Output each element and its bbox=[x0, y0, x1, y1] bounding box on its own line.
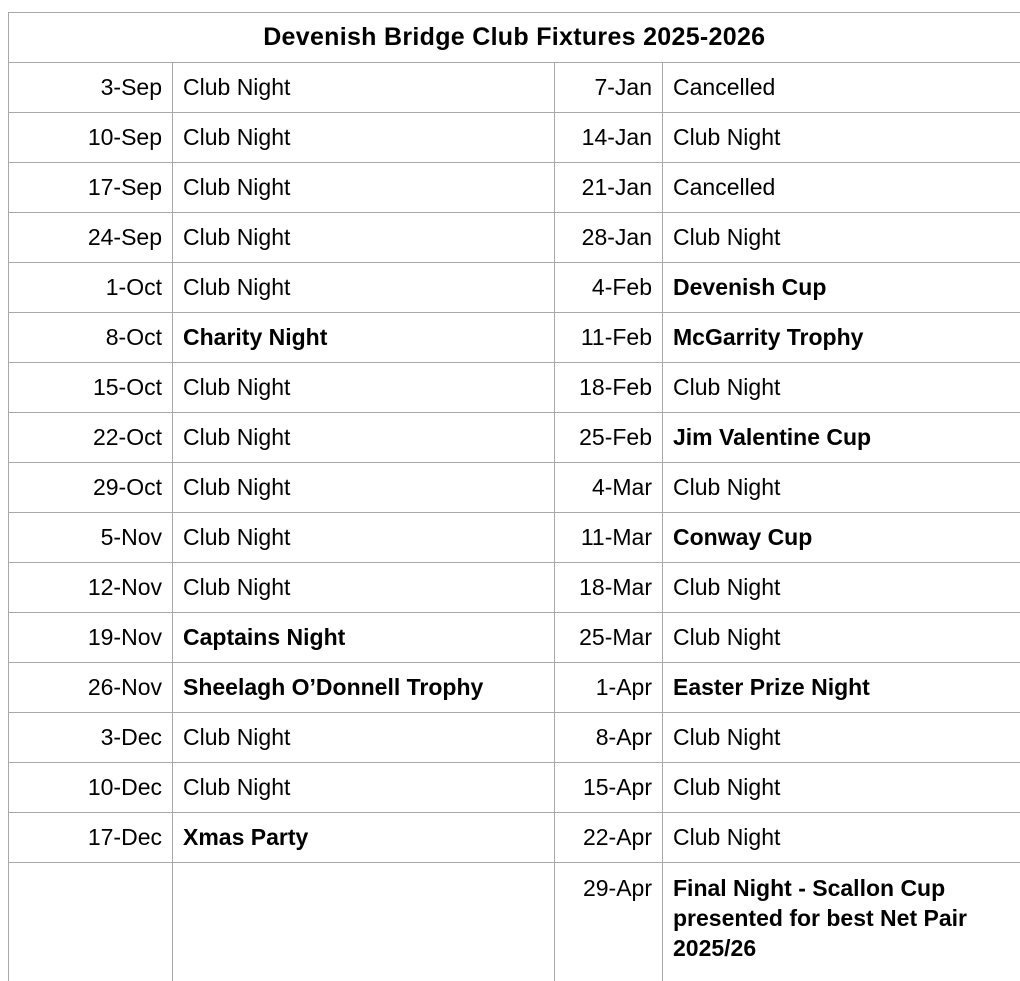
table-row bbox=[9, 113, 1020, 163]
left-date-cell: 17-Sep bbox=[9, 163, 173, 213]
left-event-cell: Captains Night bbox=[173, 613, 555, 663]
left-date-cell: 3-Dec bbox=[9, 713, 173, 763]
right-event-cell: Club Night bbox=[663, 463, 1020, 513]
fixtures-body bbox=[9, 13, 1020, 981]
right-event-cell: Cancelled bbox=[663, 63, 1020, 113]
table-row bbox=[9, 63, 1020, 113]
table-row bbox=[9, 363, 1020, 413]
left-event-cell: Xmas Party bbox=[173, 813, 555, 863]
right-date-cell: 11-Feb bbox=[555, 313, 663, 363]
left-event-cell: Sheelagh O’Donnell Trophy bbox=[173, 663, 555, 713]
right-date-cell: 8-Apr bbox=[555, 713, 663, 763]
left-event-cell: Club Night bbox=[173, 263, 555, 313]
left-event-cell: Club Night bbox=[173, 163, 555, 213]
left-date-cell: 29-Oct bbox=[9, 463, 173, 513]
left-date-cell: 5-Nov bbox=[9, 513, 173, 563]
left-date-cell: 1-Oct bbox=[9, 263, 173, 313]
table-row bbox=[9, 713, 1020, 763]
right-date-cell: 21-Jan bbox=[555, 163, 663, 213]
left-event-cell: Club Night bbox=[173, 63, 555, 113]
table-row bbox=[9, 463, 1020, 513]
left-date-cell: 10-Sep bbox=[9, 113, 173, 163]
right-date-cell: 28-Jan bbox=[555, 213, 663, 263]
right-event-cell: Club Night bbox=[663, 363, 1020, 413]
left-event-cell: Club Night bbox=[173, 213, 555, 263]
right-date-cell: 22-Apr bbox=[555, 813, 663, 863]
left-event-cell: Club Night bbox=[173, 763, 555, 813]
right-date-cell: 7-Jan bbox=[555, 63, 663, 113]
left-event-cell: Charity Night bbox=[173, 313, 555, 363]
table-row bbox=[9, 613, 1020, 663]
right-date-cell: 18-Mar bbox=[555, 563, 663, 613]
left-date-cell bbox=[9, 863, 173, 981]
right-date-cell: 4-Mar bbox=[555, 463, 663, 513]
table-row bbox=[9, 213, 1020, 263]
table-row bbox=[9, 813, 1020, 863]
right-event-cell: Club Night bbox=[663, 563, 1020, 613]
left-date-cell: 22-Oct bbox=[9, 413, 173, 463]
left-date-cell: 24-Sep bbox=[9, 213, 173, 263]
left-event-cell: Club Night bbox=[173, 413, 555, 463]
right-event-cell: Club Night bbox=[663, 813, 1020, 863]
left-event-cell: Club Night bbox=[173, 513, 555, 563]
left-date-cell: 8-Oct bbox=[9, 313, 173, 363]
table-row bbox=[9, 563, 1020, 613]
right-event-cell: Final Night - Scallon Cup presented for best Net Pair 2025/26 bbox=[663, 863, 1020, 981]
table-row bbox=[9, 663, 1020, 713]
title-row bbox=[9, 13, 1020, 63]
right-event-cell: Club Night bbox=[663, 113, 1020, 163]
right-date-cell: 4-Feb bbox=[555, 263, 663, 313]
left-date-cell: 15-Oct bbox=[9, 363, 173, 413]
right-event-cell: McGarrity Trophy bbox=[663, 313, 1020, 363]
left-event-cell bbox=[173, 863, 555, 981]
left-date-cell: 12-Nov bbox=[9, 563, 173, 613]
right-event-cell: Club Night bbox=[663, 763, 1020, 813]
left-date-cell: 3-Sep bbox=[9, 63, 173, 113]
right-date-cell: 11-Mar bbox=[555, 513, 663, 563]
right-date-cell: 29-Apr bbox=[555, 863, 663, 981]
right-event-cell: Club Night bbox=[663, 613, 1020, 663]
right-event-cell: Club Night bbox=[663, 713, 1020, 763]
left-date-cell: 17-Dec bbox=[9, 813, 173, 863]
right-event-cell: Conway Cup bbox=[663, 513, 1020, 563]
left-date-cell: 19-Nov bbox=[9, 613, 173, 663]
left-date-cell: 10-Dec bbox=[9, 763, 173, 813]
right-date-cell: 15-Apr bbox=[555, 763, 663, 813]
right-date-cell: 18-Feb bbox=[555, 363, 663, 413]
right-event-cell: Easter Prize Night bbox=[663, 663, 1020, 713]
left-event-cell: Club Night bbox=[173, 463, 555, 513]
left-event-cell: Club Night bbox=[173, 363, 555, 413]
right-date-cell: 14-Jan bbox=[555, 113, 663, 163]
right-event-cell: Jim Valentine Cup bbox=[663, 413, 1020, 463]
right-date-cell: 25-Feb bbox=[555, 413, 663, 463]
right-event-cell: Club Night bbox=[663, 213, 1020, 263]
right-event-cell: Cancelled bbox=[663, 163, 1020, 213]
left-event-cell: Club Night bbox=[173, 713, 555, 763]
table-row bbox=[9, 413, 1020, 463]
table-row bbox=[9, 513, 1020, 563]
left-date-cell: 26-Nov bbox=[9, 663, 173, 713]
fixtures-table bbox=[8, 12, 1020, 981]
page-title: Devenish Bridge Club Fixtures 2025-2026 bbox=[9, 13, 1020, 63]
right-date-cell: 1-Apr bbox=[555, 663, 663, 713]
table-row bbox=[9, 313, 1020, 363]
table-row bbox=[9, 163, 1020, 213]
table-row bbox=[9, 263, 1020, 313]
table-row bbox=[9, 763, 1020, 813]
right-event-cell: Devenish Cup bbox=[663, 263, 1020, 313]
left-event-cell: Club Night bbox=[173, 563, 555, 613]
left-event-cell: Club Night bbox=[173, 113, 555, 163]
table-row bbox=[9, 863, 1020, 981]
right-date-cell: 25-Mar bbox=[555, 613, 663, 663]
